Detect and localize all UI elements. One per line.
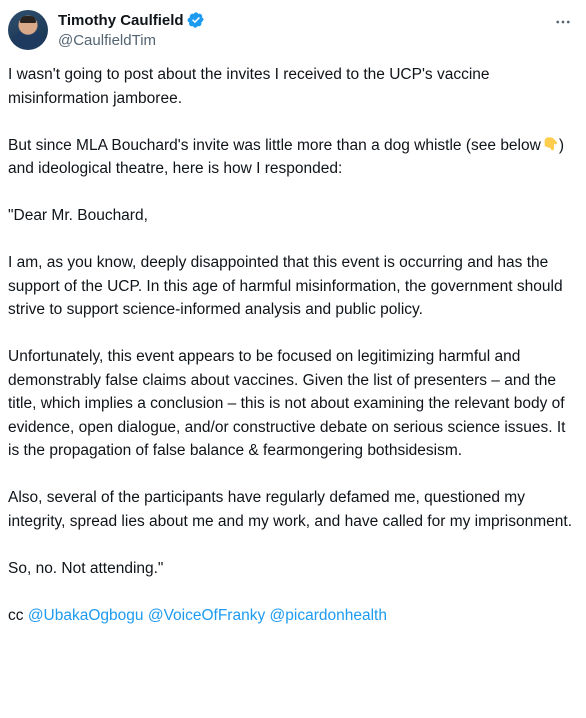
cc-line: [8, 604, 572, 628]
display-name[interactable]: Timothy Caulfield: [58, 11, 184, 29]
avatar[interactable]: [8, 10, 48, 50]
avatar-hair: [20, 16, 36, 23]
more-options-button[interactable]: [552, 11, 574, 33]
mention-link[interactable]: @VoiceOfFranky: [147, 606, 266, 624]
mention-link[interactable]: @UbakaOgbogu: [27, 606, 144, 624]
cc-prefix: cc: [8, 606, 24, 624]
tweet-header: [8, 7, 574, 55]
paragraph-5: Unfortunately, this event appears to be focused on legitimizing harmful and demonstrably false claims about vaccines. Given the list of presenters – and the title, which implies a conclusion – this is not about examining the relevant body of evidence, open dialogue, and/or constructive debate on serious science issues. It is the propagation of false balance & fearmongering bothsidesism.: [8, 348, 570, 459]
paragraph-2-start: But since MLA Bouchard's invite was little more than a dog whistle (see below: [8, 136, 541, 154]
display-name-row: [58, 9, 205, 31]
pointing-down-emoji-icon: [542, 136, 558, 152]
mention-link[interactable]: @picardonhealth: [269, 606, 387, 624]
paragraph-7: So, no. Not attending.": [8, 559, 164, 577]
verified-badge-icon: [187, 11, 205, 29]
author-handle[interactable]: @CaulfieldTim: [58, 32, 157, 49]
paragraph-6: Also, several of the participants have regularly defamed me, questioned my integrity, spread lies about me and my work, and have called for my imprisonment.: [8, 489, 572, 530]
paragraph-2: [8, 134, 572, 181]
paragraph-1: I wasn't going to post about the invites I received to the UCP's vaccine misinformation jamboree.: [8, 66, 494, 107]
tweet-text: [8, 63, 572, 651]
more-horizontal-icon: [554, 13, 572, 31]
paragraph-3: "Dear Mr. Bouchard,: [8, 207, 148, 224]
paragraph-4: I am, as you know, deeply disappointed that this event is occurring and has the support of the UCP. In this age of harmful misinformation, the government should strive to support science-informed analysis and public policy.: [8, 254, 567, 318]
author-names: [58, 9, 205, 49]
paragraph-2-end: ) and ideological theatre, here is how I responded:: [8, 136, 569, 177]
